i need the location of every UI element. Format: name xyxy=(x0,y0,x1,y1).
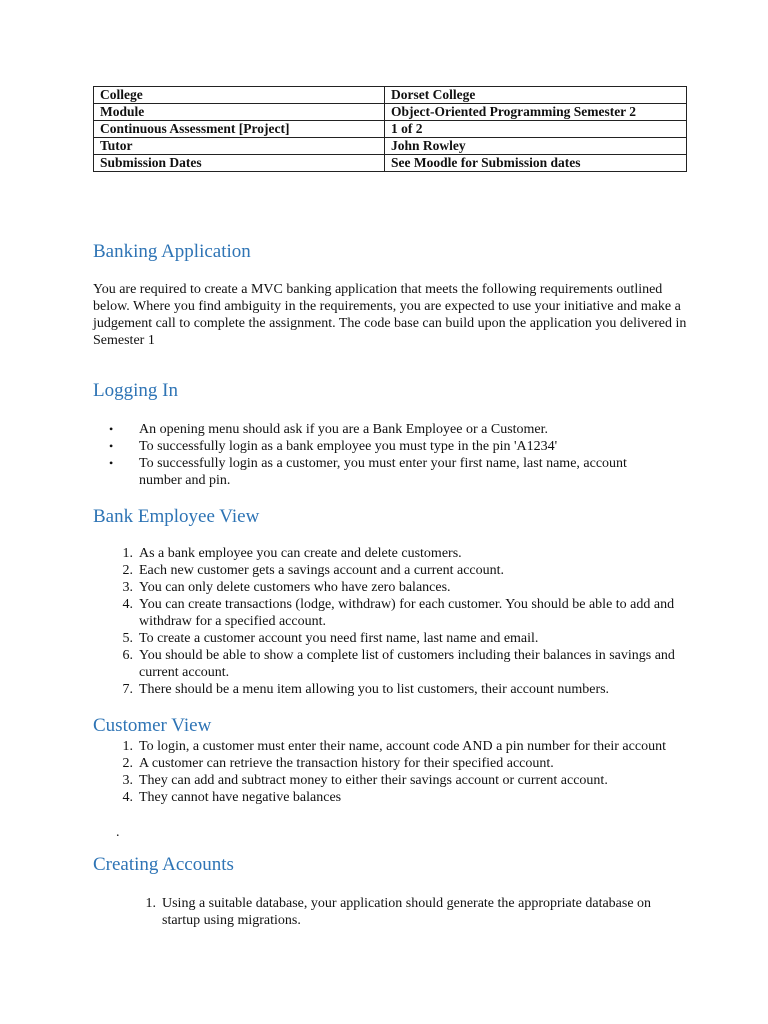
list-number: 1. xyxy=(145,896,156,911)
list-number: 6. xyxy=(122,648,133,663)
list-item-text: To successfully login as a customer, you must enter your first name, last name, account number and pin. xyxy=(139,456,627,488)
list-item-text: You can create transactions (lodge, withdraw) for each customer. You should be able to add and withdraw for a specified account. xyxy=(139,597,675,629)
table-cell-value: Dorset College xyxy=(385,87,687,104)
list-number: 5. xyxy=(122,631,133,646)
heading-banking-application: Banking Application xyxy=(93,241,251,262)
table-cell-value: See Moodle for Submission dates xyxy=(385,155,687,172)
list-item-text: You can only delete customers who have zero balances. xyxy=(139,580,451,595)
table-cell-value: Object-Oriented Programming Semester 2 xyxy=(385,104,687,121)
trailing-period: . xyxy=(116,825,120,840)
list-item xyxy=(93,647,693,681)
list-item-text: They cannot have negative balances xyxy=(139,790,342,805)
logging-in-list xyxy=(93,421,653,489)
heading-customer-view: Customer View xyxy=(93,715,212,736)
list-item-text: Using a suitable database, your application should generate the appropriate database on startup using migrations. xyxy=(162,896,652,928)
list-number: 3. xyxy=(122,580,133,595)
list-item xyxy=(116,895,676,929)
table-row xyxy=(94,155,687,172)
list-item xyxy=(93,681,693,698)
list-item-text: As a bank employee you can create and delete customers. xyxy=(139,546,462,561)
list-item-text: To create a customer account you need first name, last name and email. xyxy=(139,631,539,646)
customer-list xyxy=(93,738,693,806)
list-number: 4. xyxy=(122,790,133,805)
table-row xyxy=(94,104,687,121)
intro-paragraph: You are required to create a MVC banking application that meets the following requirements outlined below. Where you find ambiguity in the requirements, you are expected to use your initiative and make a judgement call to complete the assignment. The code base can build upon the application you delivered in Semester 1 xyxy=(93,282,687,348)
list-item-text: Each new customer gets a savings account and a current account. xyxy=(139,563,505,578)
list-number: 1. xyxy=(122,739,133,754)
table-cell-label: Module xyxy=(94,104,385,121)
list-number: 3. xyxy=(122,773,133,788)
bullet-marker: • xyxy=(109,422,114,436)
list-item xyxy=(93,755,693,772)
list-item xyxy=(93,545,693,562)
table-cell-label: Continuous Assessment [Project] xyxy=(94,121,385,138)
list-item xyxy=(93,438,653,455)
list-item xyxy=(93,562,693,579)
list-item-text: To successfully login as a bank employee you must type in the pin 'A1234' xyxy=(139,439,558,454)
list-item xyxy=(93,630,693,647)
list-item xyxy=(93,579,693,596)
list-item xyxy=(93,789,693,806)
list-number: 4. xyxy=(122,597,133,612)
bullet-marker: • xyxy=(109,456,114,470)
table-cell-value: 1 of 2 xyxy=(385,121,687,138)
list-item-text: To login, a customer must enter their name, account code AND a pin number for their account xyxy=(139,739,666,754)
table-row xyxy=(94,87,687,104)
table-cell-value: John Rowley xyxy=(385,138,687,155)
bullet-marker: • xyxy=(109,439,114,453)
list-number: 1. xyxy=(122,546,133,561)
list-item xyxy=(93,455,653,489)
heading-creating-accounts: Creating Accounts xyxy=(93,854,234,875)
heading-logging-in: Logging In xyxy=(93,380,178,401)
table-cell-label: College xyxy=(94,87,385,104)
table-row xyxy=(94,138,687,155)
list-number: 7. xyxy=(122,682,133,697)
list-item xyxy=(93,421,653,438)
list-number: 2. xyxy=(122,563,133,578)
list-item-text: A customer can retrieve the transaction history for their specified account. xyxy=(139,756,554,771)
list-item-text: An opening menu should ask if you are a Bank Employee or a Customer. xyxy=(139,422,549,437)
creating-accounts-list xyxy=(116,895,676,929)
info-table xyxy=(93,86,687,172)
list-item-text: There should be a menu item allowing you to list customers, their account numbers. xyxy=(139,682,610,697)
list-number: 2. xyxy=(122,756,133,771)
table-row xyxy=(94,121,687,138)
list-item-text: You should be able to show a complete list of customers including their balances in savings and current account. xyxy=(139,648,675,680)
heading-bank-employee-view: Bank Employee View xyxy=(93,506,260,527)
list-item-text: They can add and subtract money to either their savings account or current account. xyxy=(139,773,608,788)
list-item xyxy=(93,738,693,755)
table-cell-label: Submission Dates xyxy=(94,155,385,172)
list-item xyxy=(93,596,693,630)
list-item xyxy=(93,772,693,789)
bank-employee-list xyxy=(93,545,693,698)
table-cell-label: Tutor xyxy=(94,138,385,155)
